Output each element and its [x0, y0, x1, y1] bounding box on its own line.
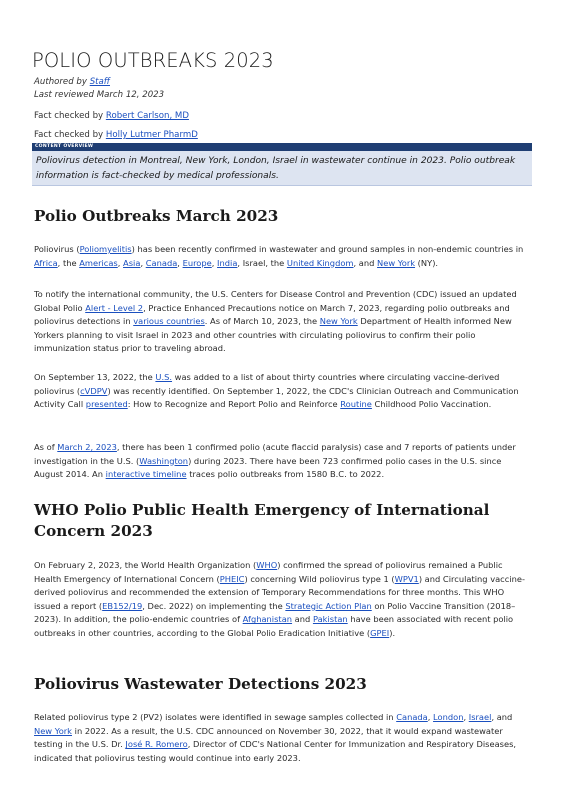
text: Poliovirus (	[34, 244, 80, 254]
text: ) during 2023. There have been 723 confirmed polio cases in the U.S. since August 2014. An	[34, 455, 502, 480]
section-heading: WHO Polio Public Health Emergency of International Concern 2023	[34, 501, 490, 540]
content-overview-text: Poliovirus detection in Montreal, New York, London, Israel in wastewater continue in 2023. Polio outbreak information is fact-checked by medical professionals.	[32, 151, 532, 186]
paragraph	[34, 711, 531, 765]
gpei-link[interactable]: GPEI	[370, 627, 390, 638]
text: , and	[353, 257, 378, 268]
canada-link[interactable]: Canada	[145, 257, 178, 268]
text: To notify the international community, the U.S. Centers for Disease Control and Prevention (CDC) issued an updated Global Polio	[34, 289, 517, 313]
routine-link[interactable]: Routine	[340, 399, 372, 410]
paragraph	[34, 371, 531, 412]
pheic-link[interactable]: PHEIC	[219, 573, 245, 584]
text: ) has been recently confirmed in wastewater and ground samples in non-endemic countries in	[131, 244, 524, 254]
israel-link[interactable]: Israel	[468, 712, 492, 722]
text: , Israel, the	[237, 257, 287, 268]
text: ) confirmed the spread of poliovirus remained a Public Health Emergency of International Concern (	[34, 560, 503, 584]
fact-check-label: Fact checked by	[34, 111, 106, 121]
text: , Dec. 2022) on implementing the	[142, 600, 286, 611]
text: On February 2, 2023, the World Health Organization (	[34, 560, 257, 570]
americas-link[interactable]: Americas	[79, 257, 118, 268]
pakistan-link[interactable]: Pakistan	[312, 614, 348, 625]
jose-romero-link[interactable]: José R. Romero	[125, 739, 188, 750]
text: ,	[117, 257, 124, 268]
new-york-link[interactable]: New York	[319, 316, 358, 327]
text: ,	[211, 257, 218, 268]
text: Related poliovirus type 2 (PV2) isolates were identified in sewage samples collected in	[34, 712, 397, 722]
various-countries-link[interactable]: various countries	[133, 316, 205, 327]
author-link[interactable]: Staff	[89, 77, 110, 87]
united-kingdom-link[interactable]: United Kingdom	[286, 257, 354, 268]
text: ,	[463, 712, 469, 722]
india-link[interactable]: India	[217, 257, 238, 268]
text: (NY).	[415, 257, 439, 268]
text: ).	[389, 627, 396, 638]
content-overview-label: CONTENT OVERVIEW	[32, 143, 532, 151]
page-title: POLIO OUTBREAKS 2023	[32, 49, 274, 72]
asia-link[interactable]: Asia	[123, 257, 141, 268]
text: on Polio Vaccine Transition (2018–2023). In addition, the polio-endemic countries of	[34, 600, 516, 625]
last-reviewed: Last reviewed March 12, 2023	[34, 90, 165, 100]
text: , Director of CDC's National Center for Immunization and Respiratory Diseases, indicated that poliovirus testing would continue into early 2023.	[34, 739, 517, 763]
text: , and	[491, 712, 513, 722]
paragraph	[34, 441, 531, 482]
text: was added to a list of about thirty countries where circulating vaccine-derived poliovirus (	[34, 372, 500, 396]
section-heading: Polio Outbreaks March 2023	[34, 207, 279, 225]
text: , the	[57, 257, 80, 268]
poliomyelitis-link[interactable]: Poliomyelitis	[79, 244, 132, 254]
fact-check-line	[34, 111, 189, 121]
canada-link[interactable]: Canada	[396, 712, 428, 722]
us-link[interactable]: U.S.	[155, 372, 173, 382]
text: have been associated with recent polio outbreaks in other countries, according to the Global Polio Eradication Initiative (	[34, 614, 514, 638]
text: in 2022. As a result, the U.S. CDC announced on November 30, 2022, that it would expand wastewater testing in the U.S. Dr.	[34, 725, 503, 750]
washington-link[interactable]: Washington	[139, 455, 189, 466]
presented-link[interactable]: presented	[85, 399, 128, 410]
text: ) was recently identified. On September 1, 2022, the CDC's Clinician Outreach and Communication Activity Call	[34, 385, 519, 410]
cvdpv-link[interactable]: cVDPV	[80, 385, 108, 396]
fact-checker-link[interactable]: Holly Lutmer PharmD	[105, 130, 198, 140]
text: ) concerning Wild poliovirus type 1 (	[244, 573, 395, 584]
fact-check-label: Fact checked by	[34, 130, 106, 140]
text: ,	[140, 257, 146, 268]
fact-check-line	[34, 130, 198, 140]
new-york-link[interactable]: New York	[377, 257, 416, 268]
paragraph	[34, 243, 531, 270]
alert-level-2-link[interactable]: Alert - Level 2	[85, 302, 144, 313]
eb152-19-link[interactable]: EB152/19	[102, 600, 143, 611]
section-heading: Poliovirus Wastewater Detections 2023	[34, 675, 367, 693]
interactive-timeline-link[interactable]: interactive timeline	[105, 469, 187, 480]
march-2-2023-link[interactable]: March 2, 2023	[57, 442, 117, 452]
fact-checker-link[interactable]: Robert Carlson, MD	[105, 111, 189, 121]
text: On September 13, 2022, the	[34, 372, 156, 382]
text: As of	[34, 442, 58, 452]
author-label: Authored by	[34, 77, 90, 87]
paragraph	[34, 288, 531, 356]
text: and	[292, 614, 313, 625]
strategic-action-plan-link[interactable]: Strategic Action Plan	[285, 600, 372, 611]
text: traces polio outbreaks from 1580 B.C. to 2022.	[186, 469, 385, 480]
author-line	[34, 77, 110, 87]
text: ) and Circulating vaccine-derived poliovirus and recommended the extension of Temporary Recommendations for three months. This WHO issued a report (	[34, 573, 525, 611]
text: : How to Recognize and Report Polio and Reinforce	[127, 399, 341, 410]
africa-link[interactable]: Africa	[34, 257, 58, 268]
who-link[interactable]: WHO	[256, 560, 278, 570]
wpv1-link[interactable]: WPV1	[394, 573, 419, 584]
text: Childhood Polio Vaccination.	[371, 399, 492, 410]
text: . As of March 10, 2023, the	[204, 316, 320, 327]
afghanistan-link[interactable]: Afghanistan	[242, 614, 293, 625]
text: , Practice Enhanced Precautions notice on March 7, 2023, regarding polio outbreaks and poliovirus detections in	[34, 302, 510, 327]
paragraph	[34, 559, 531, 641]
new-york-link[interactable]: New York	[34, 725, 72, 736]
text: ,	[427, 712, 434, 722]
text: , there has been 1 confirmed polio (acute flaccid paralysis) case and 7 reports of patients under investigation in the U.S. (	[34, 442, 516, 466]
text: ,	[177, 257, 183, 268]
london-link[interactable]: London	[433, 712, 464, 722]
text: Department of Health informed New Yorkers planning to visit Israel in 2023 and other countries with circulating poliovirus to confirm their polio immunization status prior to traveling abroad.	[34, 316, 512, 354]
europe-link[interactable]: Europe	[182, 257, 212, 268]
